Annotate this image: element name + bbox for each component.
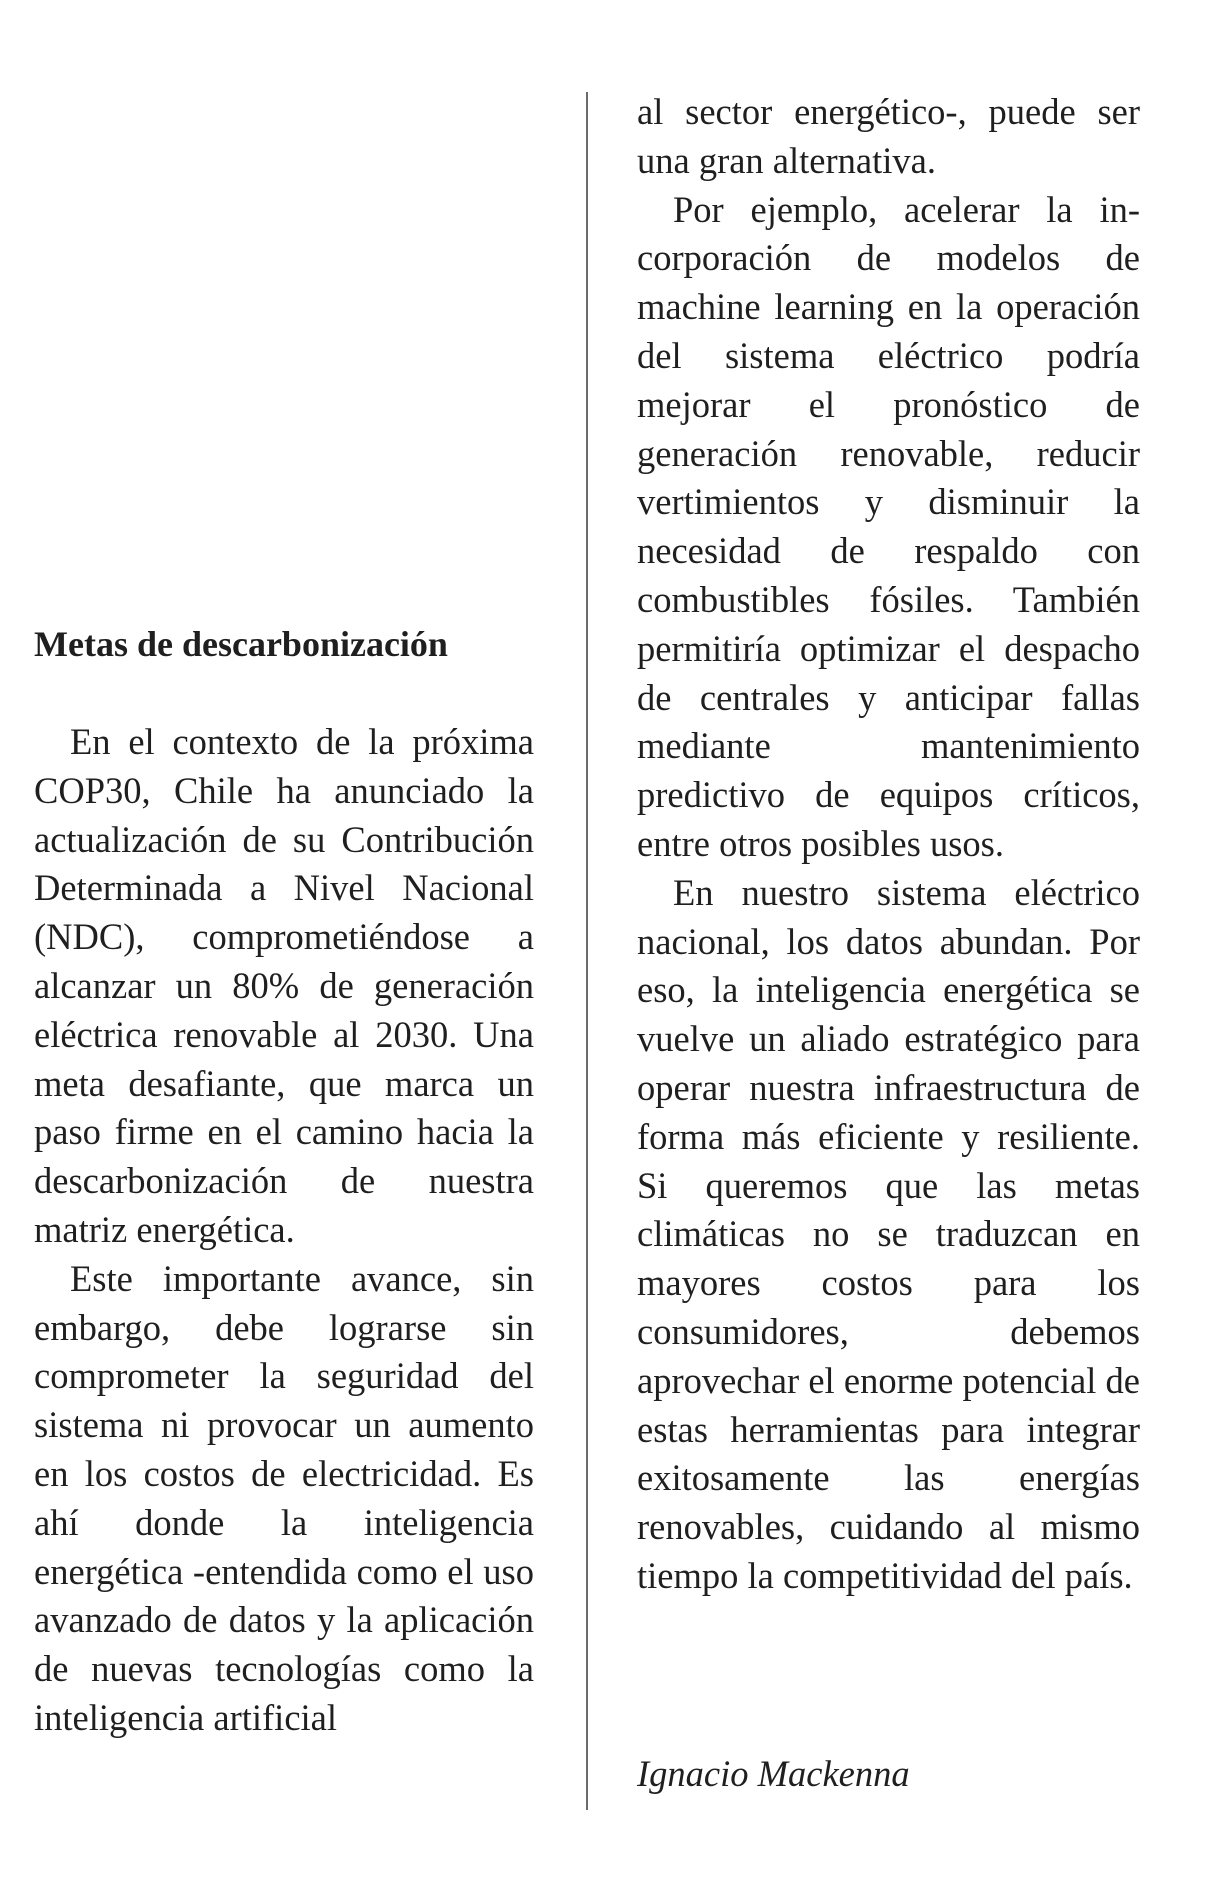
author-signature: Ignacio Mackenna — [637, 1753, 910, 1794]
section-subheading: Metas de descarbonización — [34, 624, 448, 664]
left-column — [34, 718, 534, 1743]
right-paragraph-2: En nuestro sistema eléctrico nacional, los datos abundan. Por eso, la inteligencia energética se vuelve un aliado estratégico para operar nuestra infraestructura de forma más eficiente y resiliente. Si queremos que las metas climáticas no se traduzcan en mayores costos para los consumidores, debemos aprovechar el enorme potencial de estas herramientas para integrar exitosamente las energías renovables, cuidando al mismo tiempo la competitividad del país. — [637, 871, 1140, 1596]
left-paragraph-2: Este importante avance, sin embargo, debe lograrse sin comprometer la seguridad del sistema ni provocar un aumento en los costos de electricidad. Es ahí donde la inteligencia energética -entendida como el uso avanzado de datos y la aplicación de nuevas tecnologías como la inteligencia artificial — [34, 1257, 534, 1738]
right-paragraph-1: Por ejemplo, acelerar la incorporación de modelos de machine learning en la operación del sistema eléctrico podría mejorar el pronóstico de generación renovable, reducir vertimientos y disminuir la necesidad de respaldo con combustibles fósiles. También permitiría optimizar el despacho de centrales y anticipar fallas mediante mantenimiento predictivo de equipos críticos, entre otros posibles usos. — [637, 188, 1140, 864]
right-column — [637, 88, 1140, 1601]
column-divider — [586, 92, 588, 1810]
right-continuation-paragraph: al sector energético-, puede ser una gran alternativa. — [637, 91, 1140, 181]
left-paragraph-1: En el contexto de la próxima COP30, Chile ha anunciado la actualización de su Contribución Determinada a Nivel Nacional (NDC), comprometiéndose a alcanzar un 80% de generación eléctrica renovable al 2030. Una meta desafiante, que marca un paso firme en el camino hacia la descarbonización de nuestra matriz energética. — [34, 721, 534, 1250]
